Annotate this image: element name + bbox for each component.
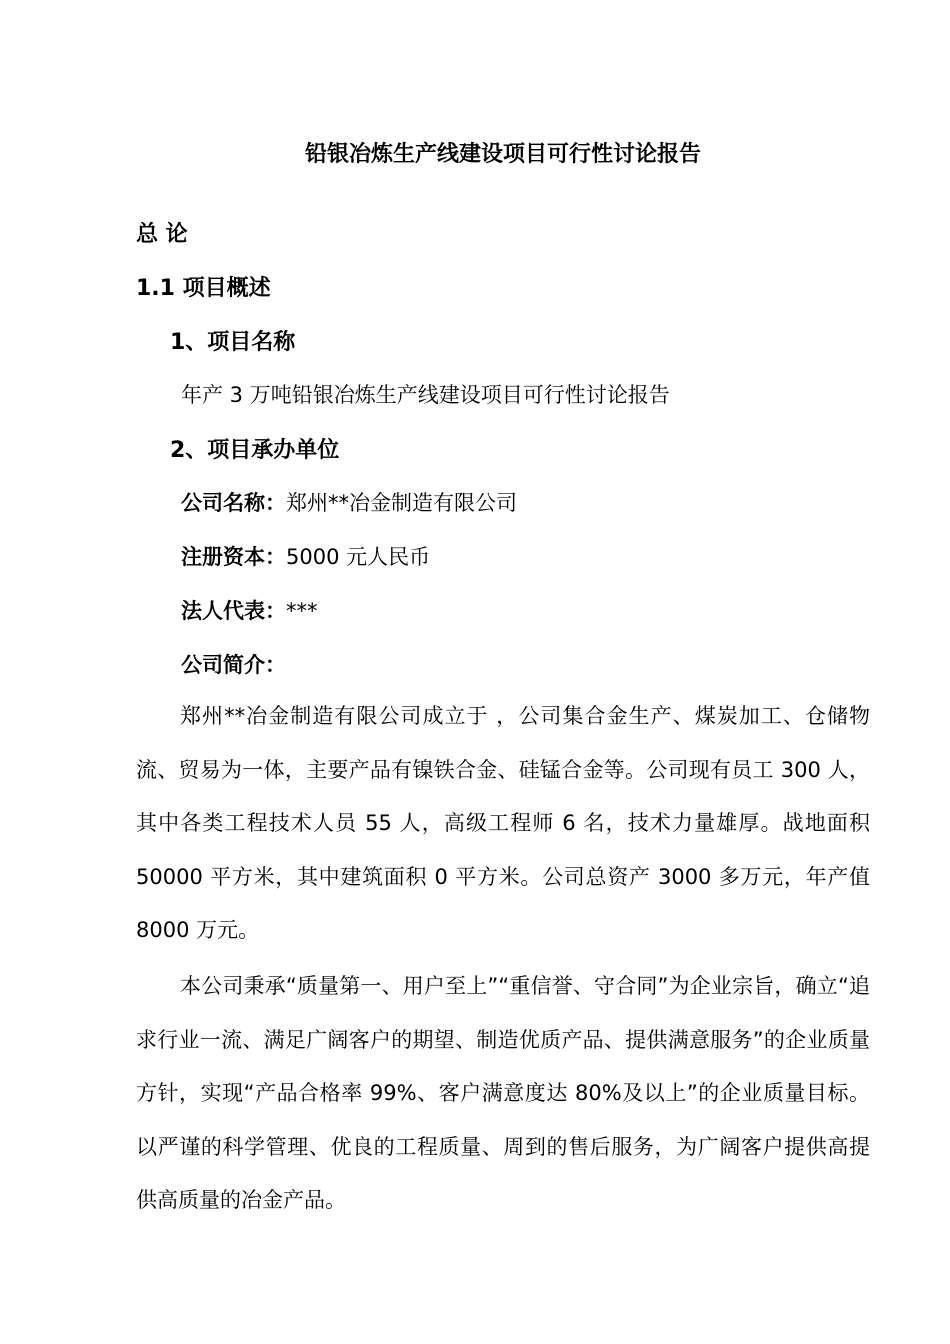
registered-capital-row (181, 541, 430, 571)
company-name-value: 郑州**冶金制造有限公司 (286, 491, 517, 515)
legal-rep-value: *** (286, 599, 318, 623)
section-heading: 总 论 (136, 222, 188, 247)
item1-heading: 1、项目名称 (170, 330, 296, 355)
item1-text: 年产 3 万吨铅银冶炼生产线建设项目可行性讨论报告 (181, 383, 670, 407)
company-intro-paragraph: 郑州**冶金制造有限公司成立于 ，公司集合金生产、煤炭加工、仓储物流、贸易为一体，主要产品有镍铁合金、硅锰合金等。公司现有员工 300 人，其中各类工程技术人员 55 人，高级工程师 6 名，技术力量雄厚。战地面积 50000 平方米，其中建筑面积 0 平方米。公司总资产 3000 多万元，年产值 8000 万元。 (136, 704, 870, 942)
item2-heading: 2、项目承办单位 (170, 438, 340, 463)
company-name-row (181, 487, 517, 517)
quality-policy-paragraph: 本公司秉承“质量第一、用户至上”“重信誉、守合同”为企业宗旨，确立“追求行业一流、满足广阔客户的期望、制造优质产品、提供满意服务”的企业质量方针，实现“产品合格率 99%、客户满意度达 80%及以上”的企业质量目标。以严谨的科学管理、优良的工程质量、周到的售后服务，为广阔客户提供高提供高质量的冶金产品。 (136, 974, 870, 1212)
document-title: 铅银冶炼生产线建设项目可行性讨论报告 (304, 142, 701, 167)
subsection-heading: 1.1 项目概述 (136, 276, 271, 301)
legal-rep-label: 法人代表： (181, 599, 286, 623)
registered-capital-value: 5000 元人民币 (286, 545, 431, 569)
registered-capital-label: 注册资本： (181, 545, 286, 569)
company-intro-label: 公司简介： (181, 653, 286, 677)
legal-rep-row (181, 595, 318, 625)
company-name-label: 公司名称： (181, 491, 286, 515)
